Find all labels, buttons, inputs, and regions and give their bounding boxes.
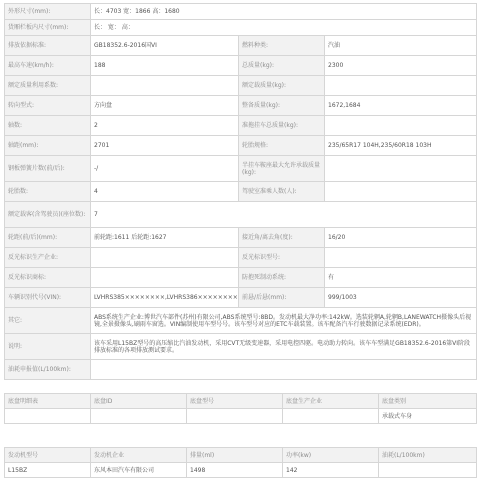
- spec-value: 长：4703 宽：1866 高：1680: [91, 4, 477, 20]
- engine-data-row: [5, 463, 477, 478]
- engine-cell: 1498: [187, 463, 283, 478]
- spec-value: [91, 360, 477, 380]
- spec-label: 油耗申报值(L/100km):: [5, 360, 91, 380]
- spec-value: [325, 116, 477, 136]
- spec-label: 总质量(kg):: [239, 56, 325, 76]
- chassis-cell: 承载式车身: [379, 409, 477, 424]
- spec-row: [5, 136, 477, 156]
- spec-value: [91, 248, 239, 268]
- engine-header-cell: 发动机型号: [5, 448, 91, 463]
- chassis-cell: [5, 409, 91, 424]
- chassis-table: [4, 393, 477, 424]
- spec-value: ABS系统生产企业:博世汽车部件(苏州)有限公司,ABS系统型号:8BD。发动机最大净功率:142kW。选装轮辋A,轮辋B,LANEWATCH摄像头后视镜,全景摄像头,刷雨车窗选。VIN编制使用车型号号。该车型号对应的ETC车载装置。该车配备汽车行驶数据记录系统(EDR)。: [91, 308, 477, 334]
- chassis-cell: [91, 409, 187, 424]
- chassis-header-cell: 底盘型号: [187, 394, 283, 409]
- engine-header-row: [5, 448, 477, 463]
- spec-row: [5, 288, 477, 308]
- spec-value: 2: [91, 116, 239, 136]
- chassis-header-cell: 底盘类别: [379, 394, 477, 409]
- chassis-header-cell: 底盘生产企业: [283, 394, 379, 409]
- spec-label: 转向型式:: [5, 96, 91, 116]
- spec-label: 其它:: [5, 308, 91, 334]
- spec-value: 前轮距:1611 后轮距:1627: [91, 228, 239, 248]
- engine-cell: L15BZ: [5, 463, 91, 478]
- spec-row: [5, 20, 477, 36]
- spec-table: [4, 3, 477, 380]
- spec-value: 2300: [325, 56, 477, 76]
- spec-label: 货厢栏板内尺寸(mm):: [5, 20, 91, 36]
- spec-value: 999/1003: [325, 288, 477, 308]
- spec-label: 反光标识型号:: [239, 248, 325, 268]
- spec-value: 188: [91, 56, 239, 76]
- spec-label: 排放依据标准:: [5, 36, 91, 56]
- spec-row: [5, 360, 477, 380]
- engine-header-cell: 排量(ml): [187, 448, 283, 463]
- spec-label: 额定质量利用系数:: [5, 76, 91, 96]
- spec-label: 轮胎规格:: [239, 136, 325, 156]
- spec-row: [5, 4, 477, 20]
- spec-value: 有: [325, 268, 477, 288]
- spec-value: 235/65R17 104H,235/60R18 103H: [325, 136, 477, 156]
- spec-row: [5, 156, 477, 182]
- spec-label: 钢板弹簧片数(前/后):: [5, 156, 91, 182]
- chassis-header-row: [5, 394, 477, 409]
- chassis-cell: [187, 409, 283, 424]
- engine-header-cell: 功率(kw): [283, 448, 379, 463]
- spec-row: [5, 116, 477, 136]
- spec-label: 轮胎数:: [5, 182, 91, 202]
- engine-cell: 142: [283, 463, 379, 478]
- engine-header-cell: 油耗(L/100km): [379, 448, 477, 463]
- spec-label: 外形尺寸(mm):: [5, 4, 91, 20]
- spec-row: [5, 248, 477, 268]
- spec-label: 整备质量(kg):: [239, 96, 325, 116]
- spec-label: 反光标识生产企业:: [5, 248, 91, 268]
- spec-label: 接近角/离去角(度):: [239, 228, 325, 248]
- spec-value: [325, 182, 477, 202]
- spec-row: [5, 36, 477, 56]
- spec-value: GB18352.6-2016国VI: [91, 36, 239, 56]
- engine-table: [4, 447, 477, 478]
- spec-value: 7: [91, 202, 477, 228]
- spec-row: [5, 56, 477, 76]
- spec-value: 方向盘: [91, 96, 239, 116]
- spec-row: [5, 202, 477, 228]
- spec-value: [91, 76, 239, 96]
- spec-label: 说明:: [5, 334, 91, 360]
- spec-value: 1672,1684: [325, 96, 477, 116]
- spec-value: -/: [91, 156, 239, 182]
- spec-label: 驾驶室准乘人数(人):: [239, 182, 325, 202]
- chassis-data-row: [5, 409, 477, 424]
- spec-row: [5, 228, 477, 248]
- spec-row: [5, 96, 477, 116]
- spec-row: [5, 268, 477, 288]
- spec-label: 前悬/后悬(mm):: [239, 288, 325, 308]
- spec-value: 4: [91, 182, 239, 202]
- spec-label: 半挂车鞍座最大允许承载质量(kg):: [239, 156, 325, 182]
- chassis-header-cell: 底盘ID: [91, 394, 187, 409]
- engine-header-cell: 发动机企业: [91, 448, 187, 463]
- spec-label: 额定载客(含驾驶员)(座位数):: [5, 202, 91, 228]
- spec-label: 额定载质量(kg):: [239, 76, 325, 96]
- engine-cell: [379, 463, 477, 478]
- spec-row: [5, 182, 477, 202]
- spec-label: 最高车速(km/h):: [5, 56, 91, 76]
- spec-label: 车辆识别代号(VIN):: [5, 288, 91, 308]
- spec-row: [5, 76, 477, 96]
- spec-value: [325, 156, 477, 182]
- spec-value: LVHRS385××××××××,LVHRS386××××××××: [91, 288, 239, 308]
- spec-value: 16/20: [325, 228, 477, 248]
- spec-row: [5, 334, 477, 360]
- spec-label: 反光标识商标:: [5, 268, 91, 288]
- spec-label: 燃料种类:: [239, 36, 325, 56]
- spec-label: 准拖挂车总质量(kg):: [239, 116, 325, 136]
- spec-label: 轮距(前/后)(mm):: [5, 228, 91, 248]
- spec-value: [325, 76, 477, 96]
- spec-label: 防抱死制动系统:: [239, 268, 325, 288]
- chassis-header-cell: 底盘明细表: [5, 394, 91, 409]
- chassis-cell: [283, 409, 379, 424]
- spec-label: 轴距(mm):: [5, 136, 91, 156]
- spec-value: 汽油: [325, 36, 477, 56]
- spec-value: 2701: [91, 136, 239, 156]
- spec-label: 轴数:: [5, 116, 91, 136]
- spec-row: [5, 308, 477, 334]
- spec-value: [91, 268, 239, 288]
- engine-cell: 东风本田汽车有限公司: [91, 463, 187, 478]
- spec-value: [325, 248, 477, 268]
- spec-value: 该车采用L15BZ型号的高压缩比汽油发动机，采用CVT无级变速器，采用电控四驱。电动助力转向。该车车型满足GB18352.6-2016第VI阶段排放标准的各项排放测试要求。: [91, 334, 477, 360]
- spec-value: 长： 宽： 高：: [91, 20, 477, 36]
